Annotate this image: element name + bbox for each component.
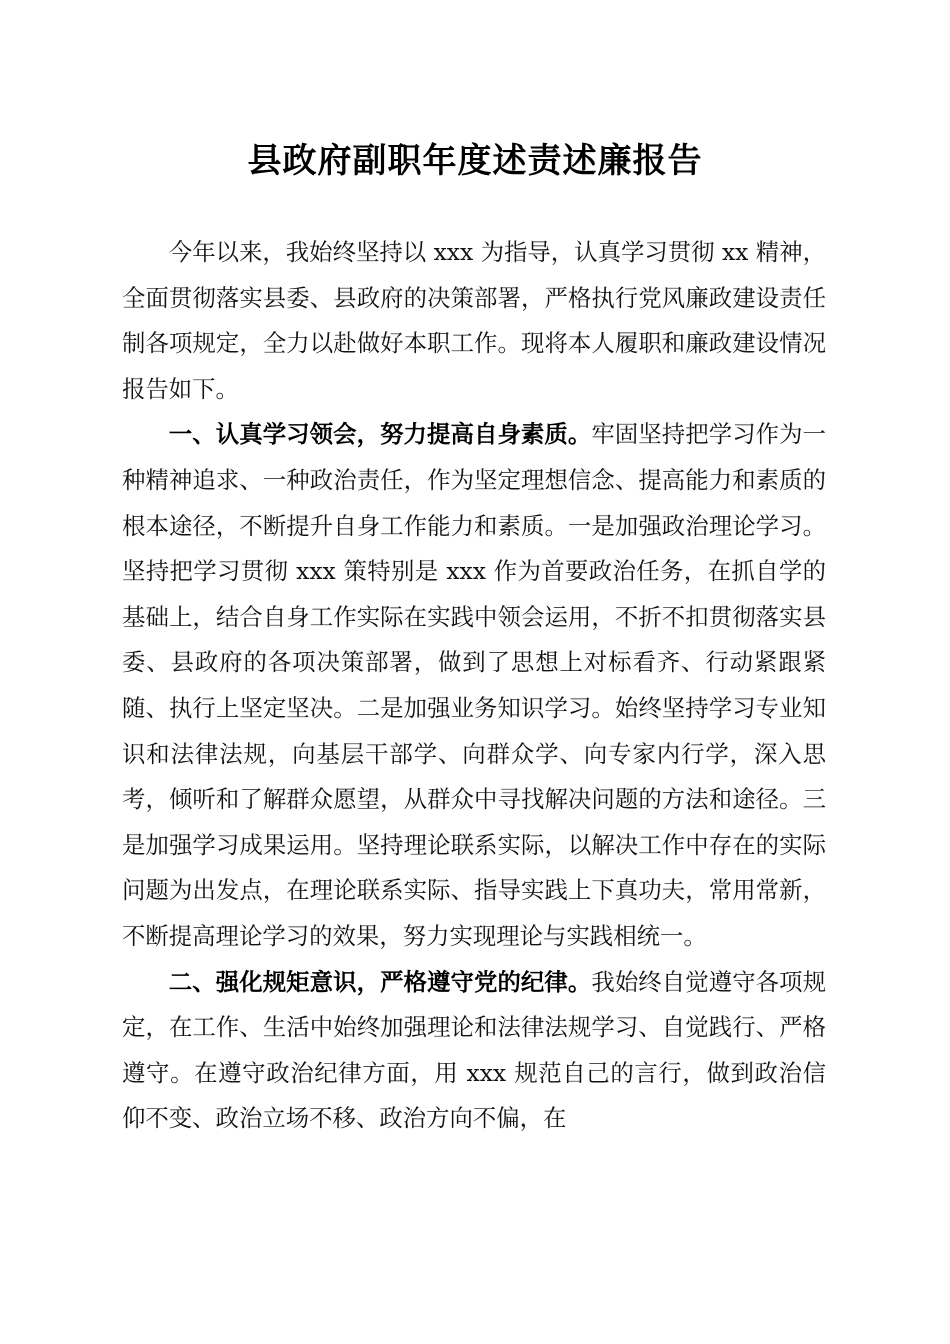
paragraph-section-1 xyxy=(122,412,826,959)
section-1-text: 牢固坚持把学习作为一种精神追求、一种政治责任，作为坚定理想信念、提高能力和素质的根本途径，不断提升自身工作能力和素质。一是加强政治理论学习。坚持把学习贯彻 xxx 策特别是 xxx 作为首要政治任务，在抓自学的基础上，结合自身工作实际在实践中领会运用，不折不扣贯彻落实县委、县政府的各项决策部署，做到了思想上对标看齐、行动紧跟紧随、执行上坚定坚决。二是加强业务知识学习。始终坚持学习专业知识和法律法规，向基层干部学、向群众学、向专家内行学，深入思考，倾听和了解群众愿望，从群众中寻找解决问题的方法和途径。三是加强学习成果运用。坚持理论联系实际，以解决工作中存在的实际问题为出发点，在理论联系实际、指导实践上下真功夫，常用常新，不断提高理论学习的效果，努力实现理论与实践相统一。 xyxy=(122,420,827,950)
document-body xyxy=(122,230,826,1142)
paragraph-intro-text: 今年以来，我始终坚持以 xxx 为指导，认真学习贯彻 xx 精神，全面贯彻落实县委、县政府的决策部署，严格执行党风廉政建设责任制各项规定，全力以赴做好本职工作。现将本人履职和廉政建设情况报告如下。 xyxy=(122,238,826,403)
document-title: 县政府副职年度述责述廉报告 xyxy=(247,141,703,181)
paragraph-intro xyxy=(122,230,826,412)
section-2-text: 我始终自觉遵守各项规定，在工作、生活中始终加强理论和法律法规学习、自觉践行、严格遵守。在遵守政治纪律方面，用 xxx 规范自己的言行，做到政治信仰不变、政治立场不移、政治方向不偏，在 xyxy=(122,967,827,1133)
paragraph-section-2 xyxy=(122,960,826,1142)
section-2-heading: 二、强化规矩意识，严格遵守党的纪律。 xyxy=(168,967,592,996)
section-1-heading: 一、认真学习领会，努力提高自身素质。 xyxy=(168,420,592,449)
